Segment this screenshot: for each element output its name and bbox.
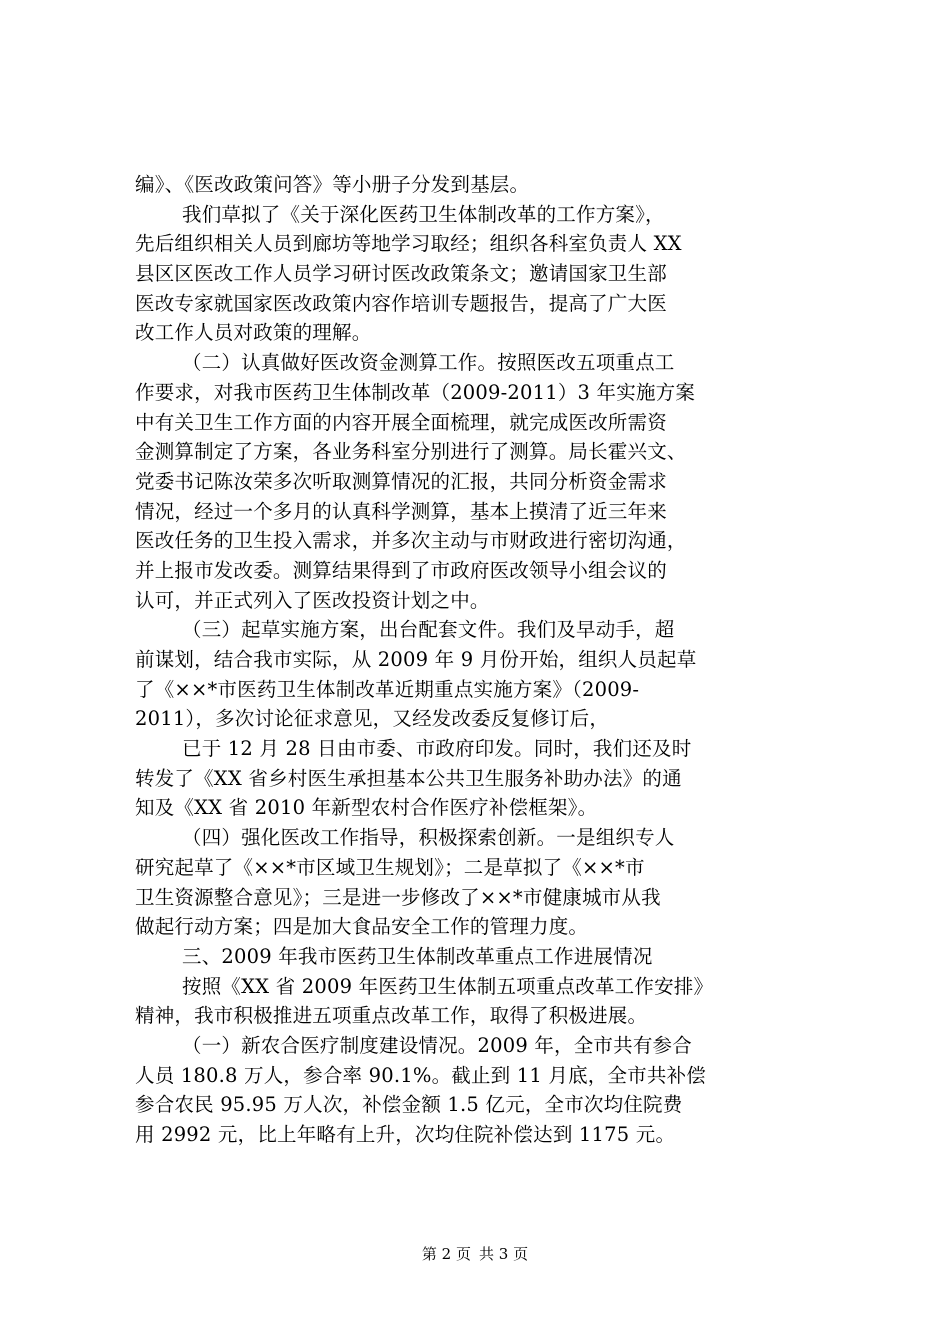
text-line: 做起行动方案；四是加大食品安全工作的管理力度。 (135, 915, 589, 939)
text-line: 先后组织相关人员到廊坊等地学习取经；组织各科室负责人 XX (135, 232, 682, 256)
text-line: （四）强化医改工作指导，积极探索创新。一是组织专人 (182, 826, 675, 850)
text-line: 研究起草了《××*市区域卫生规划》；二是草拟了《××*市 (135, 855, 645, 879)
text-line: 情况，经过一个多月的认真科学测算，基本上摸清了近三年来 (135, 499, 667, 523)
page-footer (0, 1244, 950, 1264)
text-line: 用 2992 元，比上年略有上升，次均住院补偿达到 1175 元。 (135, 1123, 676, 1146)
text-line: 卫生资源整合意见》；三是进一步修改了××*市健康城市从我 (135, 885, 661, 909)
text-line: 编》、《医改政策问答》等小册子分发到基层。 (135, 173, 530, 196)
text-line: 人员 180.8 万人，参合率 90.1%。截止到 11 月底，全市共补偿 (135, 1063, 706, 1087)
text-line: 医改任务的卫生投入需求，并多次主动与市财政进行密切沟通， (135, 529, 687, 553)
text-line: 了《××*市医药卫生体制改革近期重点实施方案》（2009- (135, 677, 640, 701)
text-line: 我们草拟了《关于深化医药卫生体制改革的工作方案》， (182, 202, 665, 226)
text-line: 改工作人员对政策的理解。 (135, 321, 372, 345)
text-line: 县区区医改工作人员学习研讨医改政策条文；邀请国家卫生部 (135, 262, 667, 286)
text-line: 已于 12 月 28 日由市委、市政府印发。同时，我们还及时 (182, 737, 692, 761)
text-line: 党委书记陈汝荣多次听取测算情况的汇报，共同分析资金需求 (135, 469, 667, 493)
text-line: 医改专家就国家医改政策内容作培训专题报告，提高了广大医 (135, 291, 667, 315)
page-total: 共 3 页 (479, 1245, 529, 1263)
text-line: 精神，我市积极推进五项重点改革工作，取得了积极进展。 (135, 1004, 648, 1028)
text-line: 按照《XX 省 2009 年医药卫生体制五项重点改革工作安排》 (182, 974, 714, 998)
page-number: 第 2 页 (421, 1245, 471, 1263)
text-line: （三）起草实施方案，出台配套文件。我们及早动手，超 (182, 618, 675, 642)
text-line: （二）认真做好医改资金测算工作。按照医改五项重点工 (182, 351, 675, 375)
text-line: 参合农民 95.95 万人次，补偿金额 1.5 亿元，全市次均住院费 (135, 1093, 683, 1117)
text-line: 转发了《XX 省乡村医生承担基本公共卫生服务补助办法》的通 (135, 766, 682, 790)
text-line: （一）新农合医疗制度建设情况。2009 年，全市共有参合 (182, 1033, 692, 1057)
text-line: 金测算制定了方案，各业务科室分别进行了测算。局长霍兴文、 (135, 440, 687, 464)
text-line: 前谋划，结合我市实际，从 2009 年 9 月份开始，组织人员起草 (135, 648, 697, 671)
text-line: 2011），多次讨论征求意见，又经发改委反复修订后， (135, 707, 610, 731)
document-body (135, 170, 825, 1150)
text-line: 三、2009 年我市医药卫生体制改革重点工作进展情况 (182, 944, 653, 968)
text-line: 作要求，对我市医药卫生体制改革（2009-2011）3 年实施方案 (135, 380, 696, 404)
text-line: 知及《XX 省 2010 年新型农村合作医疗补偿框架》。 (135, 796, 598, 820)
text-line: 认可，并正式列入了医改投资计划之中。 (135, 588, 490, 612)
text-line: 中有关卫生工作方面的内容开展全面梳理，就完成医改所需资 (135, 410, 667, 434)
text-line: 并上报市发改委。测算结果得到了市政府医改领导小组会议的 (135, 558, 667, 582)
